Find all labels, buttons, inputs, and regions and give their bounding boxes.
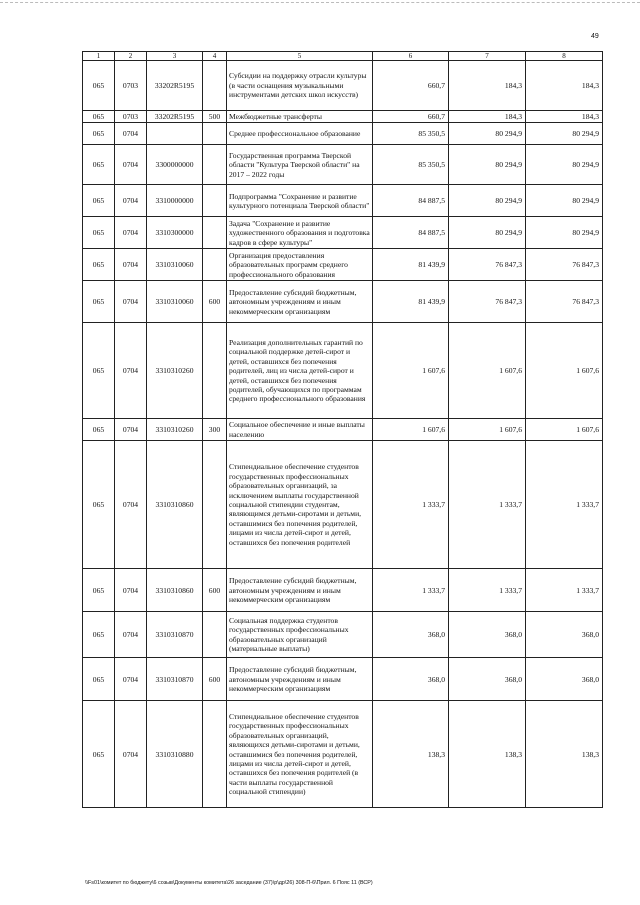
row-code-expense-type: 300: [203, 419, 227, 441]
header-cell: 3: [147, 52, 203, 61]
row-code-section: 0704: [115, 281, 147, 323]
table-row: [83, 145, 603, 185]
table-row: [83, 658, 603, 701]
row-code-target: 3310310260: [147, 419, 203, 441]
row-code-admin: 065: [83, 123, 115, 145]
row-description: Организация предоставления образовательных программ среднего профессионального образования: [227, 249, 373, 281]
row-code-expense-type: [203, 249, 227, 281]
row-value-col6: 81 439,9: [373, 281, 449, 323]
row-code-section: 0704: [115, 658, 147, 701]
header-row: [83, 52, 603, 61]
row-value-col7: 1 607,6: [449, 419, 526, 441]
row-code-expense-type: 600: [203, 658, 227, 701]
row-description: Межбюджетные трансферты: [227, 111, 373, 123]
row-value-col8: 80 294,9: [526, 145, 603, 185]
row-code-expense-type: [203, 441, 227, 569]
row-code-section: 0703: [115, 111, 147, 123]
row-code-admin: 065: [83, 217, 115, 249]
row-description: Государственная программа Тверской области "Культура Тверской области" на 2017 – 2022 годы: [227, 145, 373, 185]
row-value-col6: 1 333,7: [373, 569, 449, 612]
row-code-target: 3310310870: [147, 658, 203, 701]
row-value-col6: 1 333,7: [373, 441, 449, 569]
row-value-col8: 184,3: [526, 61, 603, 111]
row-value-col8: 1 333,7: [526, 441, 603, 569]
row-value-col7: 76 847,3: [449, 281, 526, 323]
row-code-expense-type: 600: [203, 569, 227, 612]
row-description: Предоставление субсидий бюджетным, автономным учреждениям и иным некоммерческим организациям: [227, 569, 373, 612]
table-row: [83, 217, 603, 249]
row-value-col6: 138,3: [373, 701, 449, 808]
row-value-col7: 368,0: [449, 612, 526, 658]
row-code-target: 3310310860: [147, 441, 203, 569]
row-code-section: 0704: [115, 441, 147, 569]
row-code-section: 0704: [115, 123, 147, 145]
row-code-section: 0704: [115, 185, 147, 217]
file-path-footer: \\Fs01\комитет по бюджету\6 созыв\Документы комитета\26 заседание (37)\р\др\26) 308-П-6\Прил. 6 Пояс 11 (ВСР): [85, 880, 373, 886]
row-value-col6: 660,7: [373, 61, 449, 111]
header-cell: 4: [203, 52, 227, 61]
row-description: Субсидии на поддержку отрасли культуры (в части оснащения музыкальными инструментами детских школ искусств): [227, 61, 373, 111]
row-code-target: 3310310060: [147, 249, 203, 281]
table-row: [83, 323, 603, 419]
row-code-target: 3310310870: [147, 612, 203, 658]
row-code-section: 0704: [115, 612, 147, 658]
row-code-admin: 065: [83, 61, 115, 111]
row-code-expense-type: 500: [203, 111, 227, 123]
row-code-section: 0704: [115, 569, 147, 612]
row-value-col8: 1 607,6: [526, 419, 603, 441]
row-code-admin: 065: [83, 441, 115, 569]
row-code-admin: 065: [83, 701, 115, 808]
row-value-col6: 368,0: [373, 612, 449, 658]
row-code-admin: 065: [83, 281, 115, 323]
table-row: [83, 701, 603, 808]
row-value-col6: 84 887,5: [373, 217, 449, 249]
row-value-col7: 368,0: [449, 658, 526, 701]
row-code-section: 0703: [115, 61, 147, 111]
row-value-col6: 85 350,5: [373, 145, 449, 185]
row-code-section: 0704: [115, 419, 147, 441]
scan-edge-line: [0, 2, 640, 3]
row-value-col6: 1 607,6: [373, 419, 449, 441]
row-value-col8: 368,0: [526, 658, 603, 701]
row-code-target: 3310000000: [147, 185, 203, 217]
row-value-col6: 1 607,6: [373, 323, 449, 419]
row-code-expense-type: [203, 185, 227, 217]
table-row: [83, 569, 603, 612]
row-value-col8: 80 294,9: [526, 217, 603, 249]
header-cell: 8: [526, 52, 603, 61]
row-code-target: 3310300000: [147, 217, 203, 249]
row-description: Предоставление субсидий бюджетным, автономным учреждениям и иным некоммерческим организациям: [227, 658, 373, 701]
row-description: Реализация дополнительных гарантий по социальной поддержке детей-сирот и детей, оставшихся без попечения родителей, лиц из числа детей-сирот и детей, оставшихся без попечения родителей, обучающихся по программам среднего профессионального образования: [227, 323, 373, 419]
row-description: Социальное обеспечение и иные выплаты населению: [227, 419, 373, 441]
row-code-expense-type: [203, 612, 227, 658]
row-code-admin: 065: [83, 612, 115, 658]
row-value-col7: 80 294,9: [449, 145, 526, 185]
row-code-section: 0704: [115, 217, 147, 249]
row-value-col8: 80 294,9: [526, 123, 603, 145]
row-value-col7: 1 607,6: [449, 323, 526, 419]
table-row: [83, 185, 603, 217]
row-code-admin: 065: [83, 145, 115, 185]
row-code-admin: 065: [83, 419, 115, 441]
header-cell: 2: [115, 52, 147, 61]
row-description: Социальная поддержка студентов государственных профессиональных образовательных организаций (материальные выплаты): [227, 612, 373, 658]
row-value-col7: 76 847,3: [449, 249, 526, 281]
row-description: Подпрограмма "Сохранение и развитие культурного потенциала Тверской области": [227, 185, 373, 217]
row-code-admin: 065: [83, 569, 115, 612]
header-cell: 7: [449, 52, 526, 61]
table-row: [83, 419, 603, 441]
row-value-col6: 368,0: [373, 658, 449, 701]
budget-table: [82, 51, 603, 808]
row-value-col7: 80 294,9: [449, 123, 526, 145]
row-value-col7: 138,3: [449, 701, 526, 808]
row-code-target: 3310310860: [147, 569, 203, 612]
row-value-col8: 184,3: [526, 111, 603, 123]
row-code-target: 33202R5195: [147, 61, 203, 111]
row-value-col8: 368,0: [526, 612, 603, 658]
table-row: [83, 249, 603, 281]
table-row: [83, 281, 603, 323]
row-value-col7: 80 294,9: [449, 185, 526, 217]
row-code-admin: 065: [83, 658, 115, 701]
row-description: Среднее профессиональное образование: [227, 123, 373, 145]
table-row: [83, 123, 603, 145]
row-value-col6: 84 887,5: [373, 185, 449, 217]
row-code-expense-type: [203, 701, 227, 808]
row-code-section: 0704: [115, 323, 147, 419]
row-code-target: 33202R5195: [147, 111, 203, 123]
table-row: [83, 441, 603, 569]
row-value-col6: 660,7: [373, 111, 449, 123]
row-description: Задача "Сохранение и развитие художественного образования и подготовка кадров в сфере культуры": [227, 217, 373, 249]
row-code-expense-type: 600: [203, 281, 227, 323]
row-code-admin: 065: [83, 111, 115, 123]
row-value-col7: 184,3: [449, 111, 526, 123]
row-code-expense-type: [203, 123, 227, 145]
row-value-col7: 80 294,9: [449, 217, 526, 249]
row-code-admin: 065: [83, 249, 115, 281]
row-value-col6: 85 350,5: [373, 123, 449, 145]
table-row: [83, 612, 603, 658]
row-code-expense-type: [203, 323, 227, 419]
row-code-section: 0704: [115, 701, 147, 808]
row-value-col8: 76 847,3: [526, 249, 603, 281]
table-row: [83, 61, 603, 111]
row-code-target: [147, 123, 203, 145]
row-description: Стипендиальное обеспечение студентов государственных профессиональных образовательных организаций, за исключением выплаты государственной социальной стипендии студентам, являющимся детьми-сиротами и детьми, оставшимися без попечения родителей, лицами из числа детей-сирот и детей, оставшихся без попечения родителей: [227, 441, 373, 569]
row-code-target: 3310310880: [147, 701, 203, 808]
header-cell: 1: [83, 52, 115, 61]
row-code-expense-type: [203, 145, 227, 185]
row-code-target: 3300000000: [147, 145, 203, 185]
row-description: Стипендиальное обеспечение студентов государственных профессиональных образовательных организаций, являющихся детьми-сиротами и детьми, оставшимися без попечения родителей, лицами из числа детей-сирот и детей, оставшихся без попечения родителей (в части выплаты государственной социальной стипендии): [227, 701, 373, 808]
row-value-col8: 80 294,9: [526, 185, 603, 217]
row-code-admin: 065: [83, 185, 115, 217]
row-value-col8: 138,3: [526, 701, 603, 808]
row-value-col8: 1 607,6: [526, 323, 603, 419]
row-code-expense-type: [203, 217, 227, 249]
row-code-target: 3310310260: [147, 323, 203, 419]
row-code-section: 0704: [115, 249, 147, 281]
row-description: Предоставление субсидий бюджетным, автономным учреждениям и иным некоммерческим организациям: [227, 281, 373, 323]
row-value-col7: 1 333,7: [449, 569, 526, 612]
table-row: [83, 111, 603, 123]
row-code-section: 0704: [115, 145, 147, 185]
page-number: 49: [591, 33, 599, 40]
header-cell: 5: [227, 52, 373, 61]
row-value-col7: 184,3: [449, 61, 526, 111]
row-code-admin: 065: [83, 323, 115, 419]
row-value-col8: 76 847,3: [526, 281, 603, 323]
row-value-col8: 1 333,7: [526, 569, 603, 612]
row-code-expense-type: [203, 61, 227, 111]
row-value-col7: 1 333,7: [449, 441, 526, 569]
row-value-col6: 81 439,9: [373, 249, 449, 281]
row-code-target: 3310310060: [147, 281, 203, 323]
header-cell: 6: [373, 52, 449, 61]
